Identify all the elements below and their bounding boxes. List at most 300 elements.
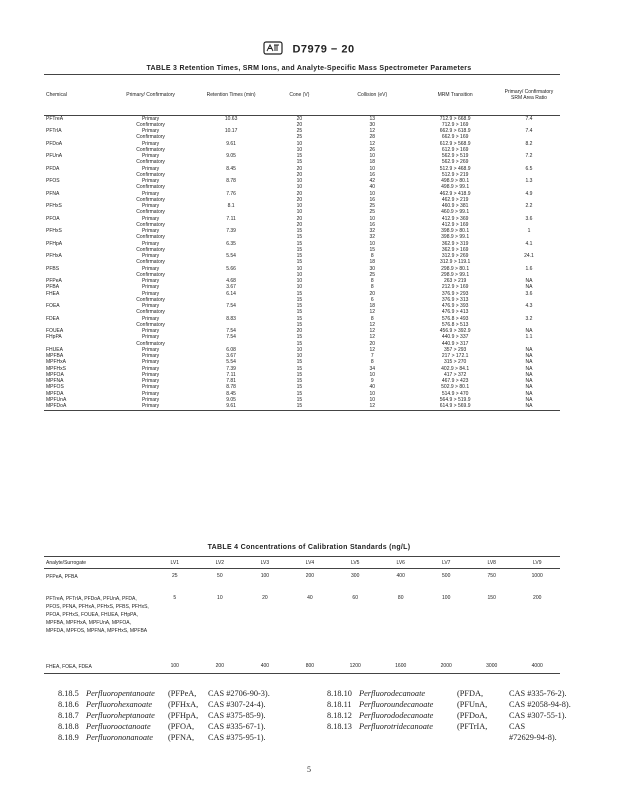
cell-retention-time: 6.14: [226, 290, 236, 297]
cell-type: Primary: [141, 228, 160, 235]
cell-mrm: 298.9 > 99.1: [441, 271, 470, 278]
cell-collision: 12: [369, 334, 376, 341]
reference-number: 8.18.10: [327, 689, 352, 698]
cell-retention-time: 7.76: [226, 190, 236, 197]
cell-lv7: 2000: [423, 657, 469, 674]
cell-type: Primary: [141, 346, 160, 353]
cell-collision: 10: [369, 165, 376, 172]
cell-cone: 20: [296, 215, 303, 222]
cell-cone: 10: [296, 271, 303, 278]
header-retention-time: Retention Times (min): [196, 75, 267, 116]
cell-chemical: PFUnA: [46, 153, 63, 160]
header-lv1: LV1: [152, 557, 197, 569]
header-lv5: LV5: [332, 557, 378, 569]
table3-title: TABLE 3 Retention Times, SRM Ions, and Analyte-Specific Mass Spectrometer Parameters: [146, 65, 472, 72]
cell-cone: 15: [296, 378, 303, 385]
cell-collision: 7: [370, 353, 374, 360]
cell-lv2: 50: [217, 573, 223, 579]
cell-chemical: PFHxA: [46, 253, 62, 260]
cell-retention-time: 4.68: [226, 278, 236, 285]
header-analyte: Analyte/Surrogate: [44, 557, 152, 569]
cell-chemical: MPFDoA: [44, 404, 106, 411]
cell-type: Confirmatory: [136, 309, 165, 316]
cell-mrm: 467.9 > 423: [441, 378, 469, 385]
cell-collision: 10: [369, 371, 376, 378]
cell-cone: 20: [296, 328, 303, 335]
cell-chemical: FDEA: [46, 315, 60, 322]
cell-collision: 12: [369, 346, 376, 353]
cell-collision: 12: [369, 128, 376, 135]
cell-cone: 10: [296, 140, 303, 147]
cell-mrm: 212.9 > 169: [441, 284, 469, 291]
cell-cone: 10: [296, 353, 303, 360]
cell-chemical: PFDoA: [46, 140, 63, 147]
cell-mrm: 562.9 > 519: [441, 153, 469, 160]
cell-ratio: NA: [525, 365, 533, 372]
cell-lv1: 5: [173, 595, 177, 601]
cell-ratio: NA: [525, 346, 533, 353]
cell-ratio: 3.2: [525, 315, 533, 322]
cell-type: Primary: [141, 215, 160, 222]
cell-retention-time: 6.35: [226, 240, 236, 247]
cell-cone: 15: [296, 153, 303, 160]
reference-name: Perfluorooctanoate: [86, 722, 151, 731]
cell-collision: 13: [369, 115, 376, 122]
cell-ratio: 1.6: [525, 265, 533, 272]
cell-mrm: 376.9 > 313: [441, 296, 469, 303]
cell-mrm: 357 > 293: [443, 346, 467, 353]
reference-abbr: (PFPeA,: [168, 689, 197, 698]
cell-lv8: 3000: [469, 657, 515, 674]
reference-item: [327, 699, 572, 710]
cell-chemical: PFHxS: [46, 228, 62, 235]
cell-type: Primary: [141, 253, 160, 260]
cell-mrm: 376.9 > 293: [441, 290, 469, 297]
cell-mrm: 460.9 > 99.1: [441, 209, 470, 216]
cell-cone: 10: [296, 203, 303, 210]
cell-collision: 8: [370, 253, 374, 260]
references-left: [58, 688, 308, 743]
cell-mrm: 298.9 > 80.1: [441, 265, 470, 272]
cell-collision: 12: [369, 309, 376, 316]
cell-type: Confirmatory: [136, 296, 165, 303]
cell-chemical: PFBS: [46, 265, 60, 272]
cell-collision: 8: [370, 284, 374, 291]
reference-cas: CAS #2706-90-3).: [208, 689, 270, 698]
cell-cone: 20: [296, 190, 303, 197]
cell-mrm: 462.9 > 418.9: [439, 190, 471, 197]
cell-mrm: 502.9 > 80.1: [441, 384, 470, 391]
cell-chemical: MPFUnA: [46, 396, 67, 403]
cell-retention-time: 3.67: [226, 353, 236, 360]
cell-chemical: PFOA: [46, 215, 60, 222]
cell-collision: 20: [369, 290, 376, 297]
cell-analyte: PFPeA, PFBA: [46, 574, 78, 580]
table4: [44, 556, 560, 674]
cell-collision: 10: [369, 240, 376, 247]
header-type: Primary/ Confirmatory: [106, 75, 196, 116]
header-lv4: LV4: [287, 557, 332, 569]
cell-ratio: NA: [525, 378, 533, 385]
references-right: [327, 688, 572, 743]
cell-collision: 10: [369, 390, 376, 397]
cell-cone: 15: [267, 404, 333, 411]
cell-lv9: 1000: [531, 573, 543, 579]
cell-type: Primary: [141, 190, 160, 197]
cell-chemical: PFOS: [46, 178, 60, 185]
cell-lv1: 100: [152, 657, 197, 674]
cell-lv4: 200: [305, 573, 315, 579]
reference-name: Perfluorotridecanoate: [359, 722, 433, 731]
cell-cone: 15: [296, 321, 303, 328]
cell-lv6: 400: [396, 573, 405, 579]
cell-retention-time: 9.05: [226, 396, 236, 403]
cell-lv6: 1600: [378, 657, 424, 674]
cell-retention-time: 8.45: [226, 390, 236, 397]
reference-item: [58, 710, 308, 721]
cell-mrm: 315 > 270: [443, 359, 467, 366]
reference-abbr: (PFHpA,: [168, 711, 199, 720]
cell-type: Primary: [141, 396, 160, 403]
cell-mrm: 312.9 > 119.1: [439, 259, 471, 266]
cell-retention-time: 7.54: [226, 303, 236, 310]
cell-type: Primary: [141, 315, 160, 322]
table3-header-row: [44, 75, 560, 116]
cell-chemical: FOEA: [46, 303, 60, 310]
table-row: [44, 116, 560, 123]
reference-abbr: (PFDoA,: [457, 711, 488, 720]
cell-mrm: 398.9 > 80.1: [441, 228, 470, 235]
cell-chemical: PFHpA: [46, 240, 63, 247]
cell-retention-time: 8.45: [226, 165, 236, 172]
cell-chemical: FOUEA: [46, 328, 64, 335]
cell-chemical: MPFDA: [46, 390, 64, 397]
cell-mrm: 402.9 > 84.1: [441, 365, 470, 372]
cell-ratio: NA: [525, 384, 533, 391]
cell-collision: 9: [370, 378, 374, 385]
cell-type: Confirmatory: [136, 271, 165, 278]
reference-cas: CAS #307-55-1).: [509, 711, 567, 720]
header-lv7: LV7: [423, 557, 469, 569]
cell-type: Primary: [141, 290, 160, 297]
standard-designation: D7979 − 20: [292, 43, 355, 56]
header-ratio: Primary/ Confirmatory SRM Area Ratio: [498, 75, 560, 116]
header-cone: Cone (V): [267, 75, 333, 116]
cell-collision: 18: [369, 303, 376, 310]
cell-type: Primary: [141, 328, 160, 335]
cell-collision: 15: [369, 246, 376, 253]
cell-type: Primary: [141, 371, 160, 378]
reference-name: Perfluorohexanoate: [86, 700, 153, 709]
cell-ratio: 8.2: [525, 140, 533, 147]
cell-mrm: 612.9 > 568.9: [439, 140, 471, 147]
reference-item: [58, 688, 308, 699]
cell-retention-time: 7.81: [226, 378, 236, 385]
cell-mrm: 498.9 > 80.1: [441, 178, 470, 185]
cell-collision: 6: [370, 296, 374, 303]
cell-chemical: PFTreA: [46, 115, 64, 122]
cell-type: Confirmatory: [136, 121, 165, 128]
cell-lv3: 20: [262, 595, 268, 601]
page-header: [0, 41, 618, 58]
cell-cone: 15: [296, 246, 303, 253]
cell-type: Confirmatory: [136, 159, 165, 166]
cell-collision: 16: [369, 221, 376, 228]
cell-retention-time: 9.05: [226, 153, 236, 160]
cell-lv9: 200: [533, 595, 542, 601]
header-mrm: MRM Transition: [412, 75, 498, 116]
reference-number: 8.18.12: [327, 711, 352, 720]
cell-type: Confirmatory: [136, 246, 165, 253]
cell-type: Confirmatory: [136, 171, 165, 178]
cell-collision: 34: [369, 365, 376, 372]
cell-cone: 15: [296, 309, 303, 316]
cell-ratio: NA: [525, 278, 533, 285]
reference-name: Perfluorodecanoate: [359, 689, 426, 698]
cell-cone: 15: [296, 396, 303, 403]
reference-abbr: (PFHxA,: [168, 700, 199, 709]
reference-abbr: (PFOA,: [168, 722, 195, 731]
cell-cone: 15: [296, 253, 303, 260]
header-lv9: LV9: [514, 557, 560, 569]
cell-ratio: NA: [525, 390, 533, 397]
cell-retention-time: 8.1: [227, 203, 235, 210]
cell-ratio: 1.1: [525, 334, 533, 341]
cell-type: Confirmatory: [136, 134, 165, 141]
cell-retention-time: 10.17: [224, 128, 238, 135]
cell-lv6: 80: [397, 595, 404, 601]
cell-collision: 10: [369, 190, 376, 197]
table-row: [44, 657, 560, 674]
cell-lv7: 500: [442, 573, 451, 579]
cell-collision: 42: [369, 178, 376, 185]
cell-ratio: NA: [525, 284, 533, 291]
cell-collision: 12: [369, 328, 376, 335]
cell-retention-time: 9.61: [226, 140, 236, 147]
cell-ratio: 6.5: [525, 165, 533, 172]
table3: [44, 74, 560, 411]
cell-collision: 12: [369, 140, 376, 147]
cell-cone: 10: [296, 209, 303, 216]
cell-type: Primary: [141, 240, 160, 247]
reference-item: [327, 710, 572, 721]
cell-ratio: NA: [525, 359, 533, 366]
cell-chemical: PFTrIA: [46, 128, 62, 135]
cell-type: Primary: [141, 359, 160, 366]
cell-collision: 8: [370, 359, 374, 366]
cell-collision: 8: [370, 315, 374, 322]
cell-ratio: 7.2: [525, 153, 533, 160]
cell-retention-time: 7.11: [226, 215, 236, 222]
reference-number: 8.18.5: [58, 689, 79, 698]
cell-ratio: 4.3: [525, 303, 533, 310]
cell-collision: 25: [369, 209, 376, 216]
cell-cone: 15: [296, 234, 303, 241]
cell-retention-time: 7.54: [226, 328, 236, 335]
cell-ratio: 2.2: [525, 203, 533, 210]
cell-chemical: PFDA: [46, 165, 60, 172]
cell-mrm: 512.9 > 468.9: [439, 165, 471, 172]
cell-retention-time: 8.78: [226, 384, 236, 391]
cell-cone: 10: [296, 284, 303, 291]
cell-cone: 10: [296, 265, 303, 272]
cell-collision: 30: [369, 121, 376, 128]
reference-cas: CAS #335-76-2).: [509, 689, 567, 698]
cell-ratio: 7.4: [525, 128, 533, 135]
reference-abbr: (PFNA,: [168, 733, 195, 742]
cell-retention-time: 9.61: [196, 404, 267, 411]
cell-lv5: 1200: [332, 657, 378, 674]
cell-mrm: 398.9 > 99.1: [441, 234, 470, 241]
cell-type: Confirmatory: [136, 340, 165, 347]
cell-type: Confirmatory: [136, 221, 165, 228]
cell-cone: 25: [296, 128, 303, 135]
cell-chemical: MPFNA: [46, 378, 64, 385]
cell-type: Primary: [141, 384, 160, 391]
cell-type: Primary: [141, 378, 160, 385]
cell-mrm: 412.9 > 169: [441, 221, 469, 228]
cell-retention-time: 7.39: [226, 228, 236, 235]
cell-mrm: 312.9 > 269: [441, 253, 469, 260]
cell-collision: 40: [369, 384, 376, 391]
reference-name: Perfluoroundecanoate: [359, 700, 434, 709]
cell-collision: 30: [369, 265, 376, 272]
cell-mrm: 217 > 172.1: [441, 353, 469, 360]
reference-cas: #72629-94-8).: [509, 733, 557, 742]
cell-mrm: 712.9 > 668.9: [439, 115, 471, 122]
cell-type: Primary: [141, 140, 160, 147]
cell-cone: 25: [296, 134, 303, 141]
reference-item: [327, 721, 572, 732]
cell-chemical: MPFHxA: [46, 359, 66, 366]
cell-type: Confirmatory: [136, 209, 165, 216]
reference-number: 8.18.13: [327, 722, 352, 731]
cell-cone: 15: [296, 228, 303, 235]
cell-collision: 28: [369, 134, 376, 141]
reference-cas: CAS #375-95-1).: [208, 733, 266, 742]
cell-mrm: 476.9 > 413: [441, 309, 469, 316]
table4-title: TABLE 4 Concentrations of Calibration Standards (ng/L): [207, 544, 411, 551]
cell-lv3: 100: [260, 573, 270, 579]
cell-lv3: 400: [242, 657, 287, 674]
cell-type: Primary: [141, 128, 160, 135]
cell-type: Primary: [141, 153, 160, 160]
cell-cone: 15: [296, 296, 303, 303]
table-row: [44, 569, 560, 588]
cell-type: Primary: [141, 284, 160, 291]
cell-mrm: 362.9 > 169: [441, 246, 469, 253]
cell-cone: 15: [296, 159, 303, 166]
cell-type: Confirmatory: [136, 146, 165, 153]
reference-cas: CAS #307-24-4).: [208, 700, 266, 709]
header-lv2: LV2: [197, 557, 242, 569]
cell-cone: 15: [296, 240, 303, 247]
cell-mrm: 712.9 > 169: [441, 121, 469, 128]
cell-lv9: 4000: [514, 657, 560, 674]
cell-cone: 15: [296, 259, 303, 266]
cell-ratio: 3.6: [525, 290, 533, 297]
cell-mrm: 662.9 > 618.9: [439, 128, 471, 135]
reference-item: [327, 732, 572, 743]
cell-chemical: FHpPA: [46, 334, 62, 341]
cell-ratio: 7.4: [525, 115, 533, 122]
reference-cas: CAS #2058-94-8).: [509, 700, 571, 709]
cell-type: Primary: [141, 390, 160, 397]
cell-retention-time: 7.39: [226, 365, 236, 372]
cell-chemical: MPFOS: [46, 384, 64, 391]
cell-chemical: PFBA: [46, 284, 60, 291]
cell-chemical: FHEA: [46, 290, 60, 297]
cell-cone: 10: [296, 178, 303, 185]
cell-cone: 20: [296, 165, 303, 172]
cell-cone: 15: [296, 315, 303, 322]
cell-collision: 26: [369, 146, 376, 153]
cell-type: Primary: [141, 334, 160, 341]
cell-analyte: PFTreA, PFTrIA, PFDoA, PFUnA, PFDA, PFOS, PFNA, PFHxA, PFHxS, PFBS, PFHxS, PFOA, PFHxS, FOUEA, FHUEA, FHpPA, MPFBA, MPFHxA, MPFUnA, MPFOA, MPFDA, MPFOS, MPFNA, MPFHxS, MPFBA: [46, 596, 149, 634]
cell-ratio: NA: [525, 371, 533, 378]
cell-mrm: 417 > 372: [443, 371, 467, 378]
reference-item: [58, 699, 308, 710]
cell-ratio: NA: [525, 328, 533, 335]
cell-chemical: PFNA: [46, 190, 60, 197]
cell-mrm: 460.9 > 381: [441, 203, 469, 210]
table-row: [44, 404, 560, 411]
cell-retention-time: 5.54: [226, 253, 236, 260]
header-lv6: LV6: [378, 557, 424, 569]
header-lv8: LV8: [469, 557, 515, 569]
cell-retention-time: 8.78: [226, 178, 236, 185]
cell-retention-time: 3.67: [226, 284, 236, 291]
cell-type: Primary: [141, 178, 160, 185]
cell-cone: 15: [296, 384, 303, 391]
reference-abbr: (PFDA,: [457, 689, 484, 698]
cell-collision: 18: [369, 159, 376, 166]
cell-cone: 15: [296, 290, 303, 297]
cell-lv2: 10: [217, 595, 223, 601]
cell-cone: 15: [296, 340, 303, 347]
cell-collision: 16: [369, 171, 376, 178]
cell-chemical: FHUEA: [46, 346, 63, 353]
cell-collision: 32: [369, 234, 376, 241]
cell-lv2: 200: [197, 657, 242, 674]
reference-cas: CAS #335-67-1).: [208, 722, 266, 731]
reference-cas: CAS #375-85-9).: [208, 711, 266, 720]
cell-collision: 25: [369, 203, 376, 210]
cell-collision: 32: [369, 228, 376, 235]
cell-type: Primary: [141, 303, 160, 310]
header-chemical: Chemical: [44, 75, 106, 116]
cell-type: Primary: [141, 278, 160, 285]
reference-number: 8.18.6: [58, 700, 79, 709]
cell-mrm: 514.9 > 470: [441, 390, 469, 397]
cell-cone: 10: [296, 278, 303, 285]
cell-collision: 40: [369, 184, 376, 191]
cell-cone: 10: [296, 346, 303, 353]
header-collision: Collision (eV): [332, 75, 412, 116]
cell-ratio: NA: [525, 396, 533, 403]
cell-collision: 10: [369, 396, 376, 403]
reference-name: Perfluorononanoate: [86, 733, 153, 742]
cell-mrm: 440.9 > 317: [441, 340, 469, 347]
cell-type: Confirmatory: [136, 196, 165, 203]
cell-collision: 10: [369, 215, 376, 222]
cell-collision: 12: [369, 321, 376, 328]
cell-ratio: 4.1: [525, 240, 533, 247]
cell-mrm: 440.9 > 337: [441, 334, 469, 341]
reference-name: Perfluoropentanoate: [86, 689, 155, 698]
cell-mrm: 562.9 > 269: [441, 159, 469, 166]
reference-abbr: (PFUnA,: [457, 700, 488, 709]
